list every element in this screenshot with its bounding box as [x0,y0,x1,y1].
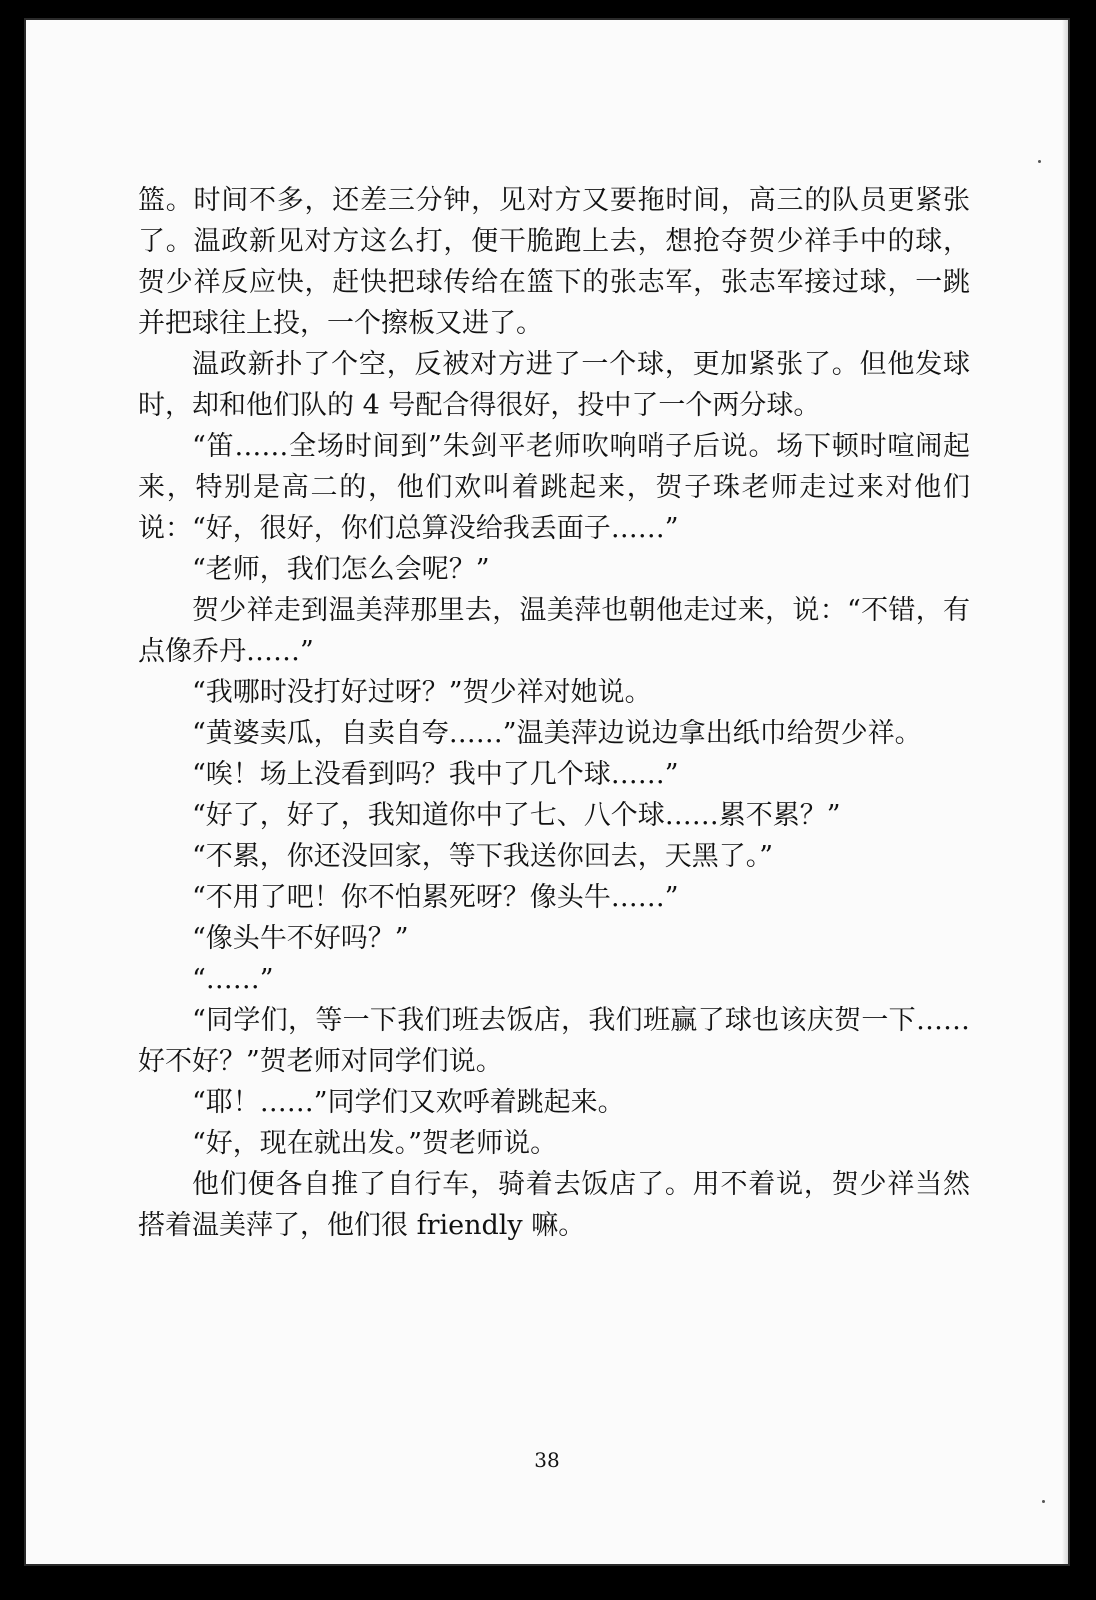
page-number: 38 [534,1448,560,1472]
scan-speck [1042,1500,1045,1503]
paragraph: “耶！……”同学们又欢呼着跳起来。 [192,1087,625,1118]
paragraph: 温政新扑了个空，反被对方进了一个球，更加紧张了。但他发球时，却和他们队的 4 号配合得很好，投中了一个两分球。 [138,349,970,421]
paragraph: “黄婆卖瓜，自卖自夸……”温美萍边说边拿出纸巾给贺少祥。 [192,718,922,749]
paragraph: “不累，你还没回家，等下我送你回去，天黑了。” [192,841,774,872]
body-text [138,180,970,1246]
paragraph: “我哪时没打好过呀？”贺少祥对她说。 [192,677,652,708]
paragraph: “……” [192,964,274,995]
book-page [24,18,1070,1566]
paragraph: 他们便各自推了自行车，骑着去饭店了。用不着说，贺少祥当然搭着温美萍了，他们很 friendly 嘛。 [138,1169,970,1241]
paragraph: “好，现在就出发。”贺老师说。 [192,1128,558,1159]
paragraph: “唉！场上没看到吗？我中了几个球……” [192,759,679,790]
paragraph: “笛……全场时间到”朱剑平老师吹响哨子后说。场下顿时喧闹起来，特别是高二的，他们欢叫着跳起来，贺子珠老师走过来对他们说：“好，很好，你们总算没给我丢面子……” [138,431,970,544]
paragraph: “同学们，等一下我们班去饭店，我们班赢了球也该庆贺一下……好不好？”贺老师对同学们说。 [138,1005,970,1077]
paragraph: “不用了吧！你不怕累死呀？像头牛……” [192,882,679,913]
paragraph: “好了，好了，我知道你中了七、八个球……累不累？” [192,800,841,831]
scan-speck [1038,160,1041,163]
paragraph: 贺少祥走到温美萍那里去，温美萍也朝他走过来，说：“不错，有点像乔丹……” [138,595,970,667]
page-edge-shadow [1062,20,1068,1564]
paragraph: 篮。时间不多，还差三分钟，见对方又要拖时间，高三的队员更紧张了。温政新见对方这么打，便干脆跑上去，想抢夺贺少祥手中的球，贺少祥反应快，赶快把球传给在篮下的张志军，张志军接过球，一跳并把球往上投，一个擦板又进了。 [138,185,970,339]
paragraph: “老师，我们怎么会呢？” [192,554,490,585]
paragraph: “像头牛不好吗？” [192,923,409,954]
